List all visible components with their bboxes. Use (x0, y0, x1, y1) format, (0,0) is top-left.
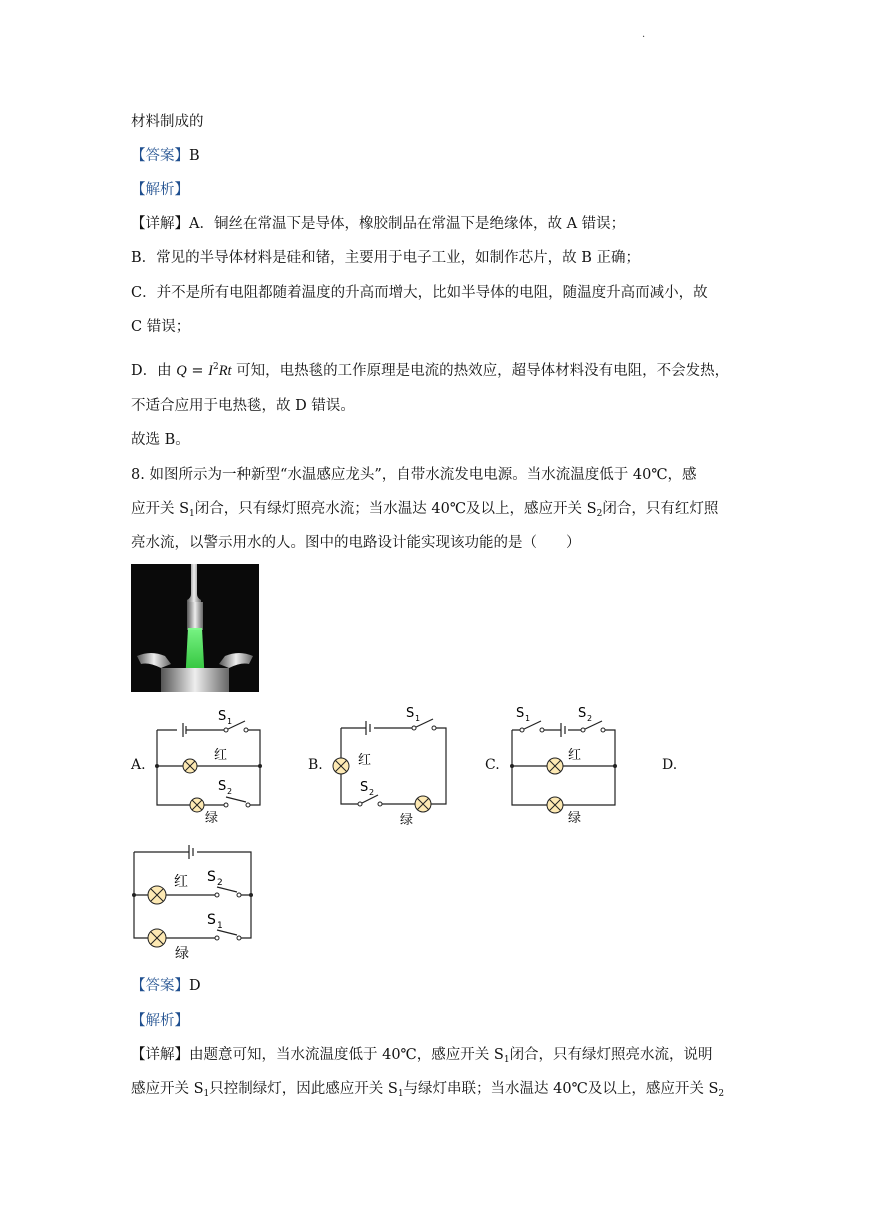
switch-label: S (406, 706, 415, 721)
text-span: 闭合，只有绿灯照亮水流；当水温达 40℃及以上，感应开关 S (194, 501, 597, 517)
lamp-label: 绿 (400, 813, 414, 827)
subscript: 1 (503, 1055, 510, 1065)
subscript: 2 (596, 509, 603, 519)
formula-eq: = (186, 362, 209, 379)
switch-sub: 2 (217, 878, 223, 888)
switch-sub: 1 (415, 714, 421, 723)
text-line: 不适合应用于电热毯，故 D 错误。 (131, 398, 355, 414)
text-span: 与绿灯串联；当水温达 40℃及以上，感应开关 S (403, 1081, 719, 1097)
circuit-b (326, 702, 451, 827)
subscript: 1 (203, 1089, 210, 1099)
switch-sub: 1 (217, 921, 223, 931)
lamp-label: 绿 (568, 811, 582, 826)
option-b-label: B. (308, 757, 323, 773)
option-c-label: C. (485, 757, 500, 773)
formula-q: Q (176, 362, 187, 379)
text-span: D．由 (131, 362, 177, 379)
text-line: 故选 B。 (131, 432, 190, 448)
text-line: C．并不是所有电阻都随着温度的升高而增大，比如半导体的电阻，随温度升高而减小，故 (131, 285, 708, 301)
text-span: 可知，电热毯的工作原理是电流的热效应，超导体材料没有电阻，不会发热， (231, 362, 730, 379)
text-line: 材料制成的 (131, 114, 204, 130)
text-span: 应开关 S (131, 501, 190, 517)
subscript: 1 (397, 1089, 404, 1099)
option-d-label: D. (662, 757, 678, 773)
answer-line (131, 146, 200, 166)
lamp-label: 绿 (175, 946, 189, 962)
answer-value: B (189, 148, 200, 164)
analysis-tag: 【解析】 (131, 1013, 189, 1029)
question-line (131, 499, 718, 524)
switch-sub: 2 (227, 787, 233, 796)
lamp-label: 红 (358, 753, 372, 768)
analysis-tag: 【解析】 (131, 182, 189, 198)
question-line: 8. 如图所示为一种新型“水温感应龙头”，自带水流发电电源。当水流温度低于 40℃，感 (131, 467, 697, 483)
answer-value: D (189, 978, 201, 994)
circuit-c (505, 702, 623, 827)
subscript: 1 (189, 509, 195, 519)
text-line: C 错误； (131, 319, 191, 335)
answer-tag: 【答案】 (131, 978, 189, 994)
detail-line (131, 1045, 713, 1070)
formula-i: I (208, 362, 213, 379)
lamp-icon (547, 797, 563, 813)
detail-line (131, 214, 625, 234)
lamp-icon (148, 886, 166, 904)
text-line: B．常见的半导体材料是硅和锗，主要用于电子工业，如制作芯片，故 B 正确； (131, 250, 641, 266)
detail-text: A．铜丝在常温下是导体，橡胶制品在常温下是绝缘体，故 A 错误； (189, 216, 626, 232)
option-a-label: A. (131, 757, 146, 773)
detail-tag: 【详解】 (131, 1047, 189, 1063)
lamp-icon (415, 796, 431, 812)
switch-label: S (218, 709, 227, 724)
lamp-icon (333, 758, 349, 774)
lamp-icon (148, 929, 166, 947)
switch-sub: 1 (525, 714, 531, 723)
formula-rt: Rt (218, 362, 232, 379)
switch-label: S (578, 706, 587, 721)
lamp-icon (547, 758, 563, 774)
lamp-icon (190, 798, 204, 812)
lamp-icon (183, 759, 197, 773)
subscript: 2 (718, 1089, 725, 1099)
question-line: 亮水流，以警示用水的人。图中的电路设计能实现该功能的是（ ） (131, 535, 581, 551)
lamp-label: 红 (174, 874, 188, 890)
switch-sub: 2 (587, 714, 593, 723)
header-mark: · (642, 32, 646, 43)
circuit-d (125, 840, 265, 965)
switch-label: S (360, 780, 369, 795)
text-span: 闭合，只有红灯照 (602, 501, 719, 517)
answer-tag: 【答案】 (131, 148, 189, 164)
text-span: 只控制绿灯，因此感应开关 S (209, 1081, 398, 1097)
circuit-a (150, 702, 268, 827)
text-span: 闭合，只有绿灯照亮水流，说明 (509, 1047, 713, 1063)
switch-label: S (207, 869, 216, 885)
lamp-label: 红 (568, 748, 582, 763)
formula-line (131, 357, 729, 381)
switch-sub: 1 (227, 717, 233, 726)
lamp-label: 红 (214, 748, 228, 763)
text-span: 感应开关 S (131, 1081, 204, 1097)
answer-line (131, 976, 201, 996)
detail-tag: 【详解】 (131, 216, 189, 232)
lamp-label: 绿 (205, 811, 219, 826)
switch-label: S (207, 912, 216, 928)
text-line (131, 1079, 724, 1104)
faucet-photo (131, 564, 259, 692)
switch-sub: 2 (369, 788, 375, 797)
formula-sup: 2 (212, 362, 219, 372)
switch-label: S (516, 706, 525, 721)
text-span: 由题意可知，当水流温度低于 40℃，感应开关 S (189, 1047, 504, 1063)
switch-label: S (218, 779, 227, 794)
